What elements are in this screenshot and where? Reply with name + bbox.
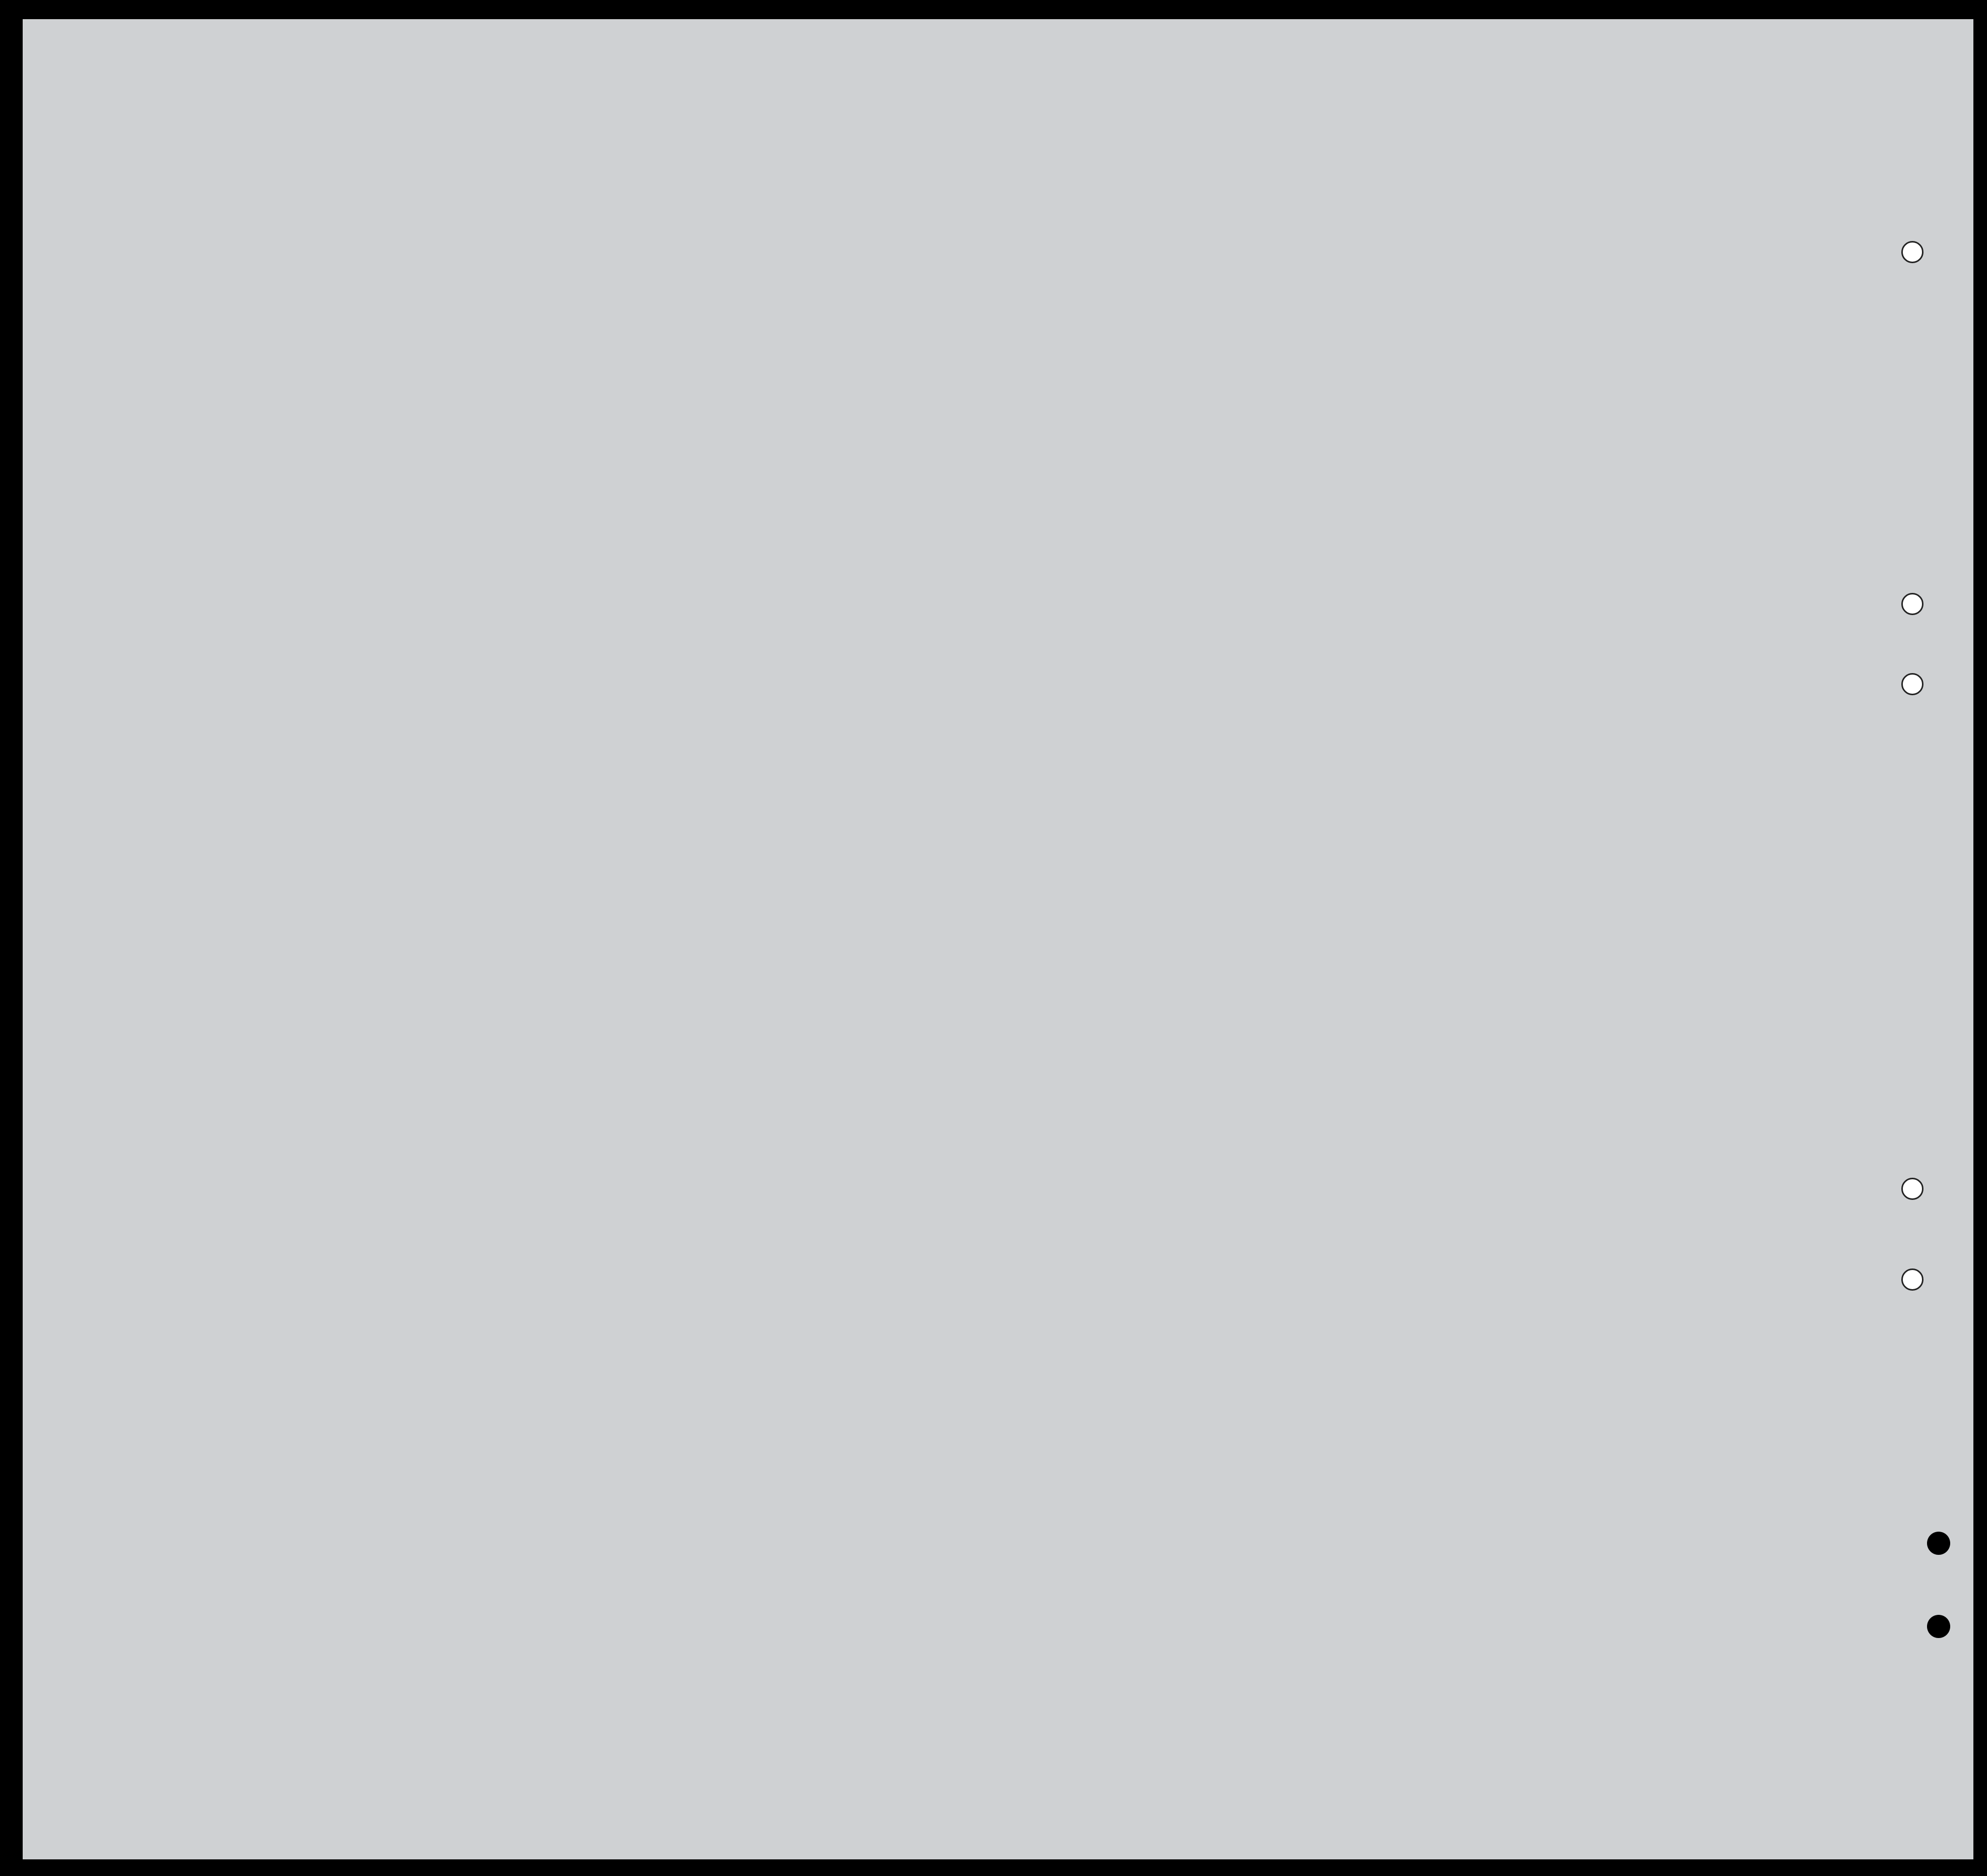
- binder-hole: [1901, 241, 1923, 263]
- binder-hole: [1901, 1268, 1923, 1291]
- binder-hole: [1927, 1532, 1950, 1555]
- binder-hole: [1901, 593, 1923, 615]
- ruled-grid: [23, 19, 1973, 1859]
- manifest-sheet: [23, 19, 1973, 1859]
- binder-hole: [1901, 1178, 1923, 1200]
- binder-hole: [1927, 1615, 1950, 1638]
- binder-hole: [1901, 673, 1923, 695]
